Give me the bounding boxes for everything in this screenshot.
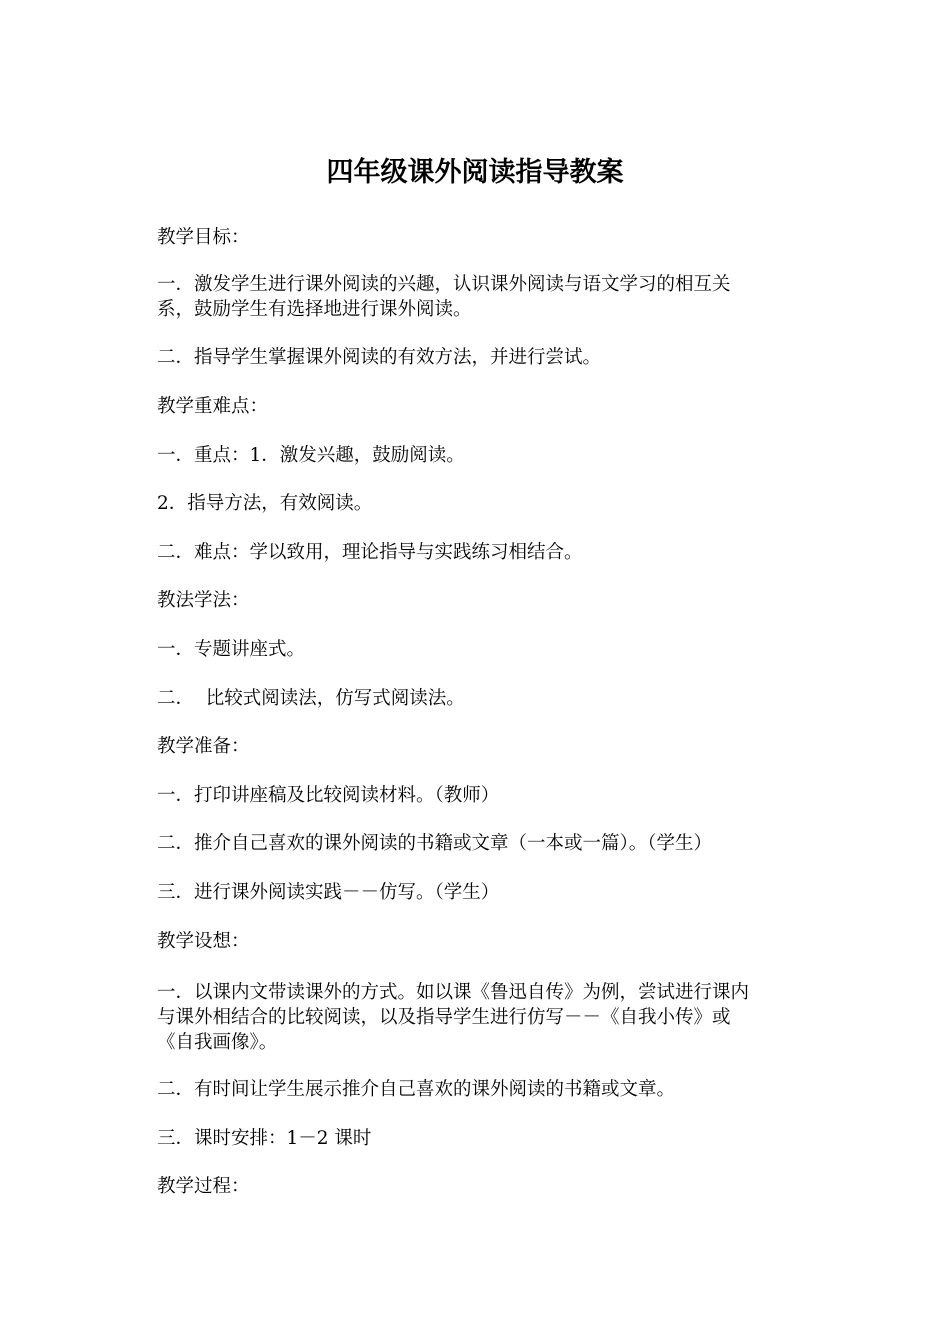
paragraph-method-1 (157, 637, 802, 662)
paragraph-methods-heading (157, 588, 802, 613)
text-line: 与课外相结合的比较阅读，以及指导学生进行仿写－－《自我小传》或 (157, 1007, 731, 1028)
paragraph-preparation-2 (157, 831, 802, 856)
text-line: 教法学法： (157, 590, 250, 611)
text-line: 三．进行课外阅读实践－－仿写。（学生） (157, 882, 500, 903)
text-line: 教学准备： (157, 736, 250, 757)
paragraph-key-point-1 (157, 443, 802, 468)
paragraph-design-2 (157, 1077, 802, 1102)
paragraph-key-point-2 (157, 491, 802, 516)
text-line: 教学过程： (157, 1176, 250, 1197)
text-line: 一．打印讲座稿及比较阅读材料。（教师） (157, 785, 500, 806)
text-line: 二．指导学生掌握课外阅读的有效方法，并进行尝试。 (157, 347, 602, 368)
text-line: 教学设想： (157, 931, 250, 952)
paragraph-preparation-1 (157, 783, 802, 808)
text-line: 系，鼓励学生有选择地进行课外阅读。 (157, 299, 472, 320)
text-line: 二．难点：学以致用，理论指导与实践练习相结合。 (157, 542, 583, 563)
text-line: 一．专题讲座式。 (157, 639, 306, 660)
paragraph-preparation-heading (157, 734, 802, 759)
text-line: 二． 比较式阅读法，仿写式阅读法。 (157, 688, 465, 709)
paragraph-design-3 (157, 1126, 802, 1151)
paragraph-goal-2 (157, 345, 802, 370)
paragraph-preparation-3 (157, 880, 802, 905)
paragraph-design-heading (157, 929, 802, 954)
text-line: 二．推介自己喜欢的课外阅读的书籍或文章（一本或一篇）。（学生） (157, 833, 713, 854)
text-line: 三．课时安排：1－2 课时 (157, 1128, 372, 1149)
paragraph-design-1 (157, 980, 802, 1055)
text-line: 一．重点：1．激发兴趣，鼓励阅读。 (157, 445, 465, 466)
paragraph-teaching-goals-heading (157, 225, 802, 250)
text-line: 2．指导方法，有效阅读。 (157, 493, 373, 514)
text-line: 一．以课内文带读课外的方式。如以课《鲁迅自传》为例，尝试进行课内 (157, 982, 750, 1003)
text-line: 《自我画像》。 (157, 1032, 278, 1053)
document-title: 四年级课外阅读指导教案 (326, 157, 624, 188)
paragraph-key-points-heading (157, 394, 802, 419)
text-line: 教学目标： (157, 227, 250, 248)
paragraph-goal-1 (157, 272, 802, 322)
text-line: 二．有时间让学生展示推介自己喜欢的课外阅读的书籍或文章。 (157, 1079, 676, 1100)
text-line: 教学重难点： (157, 396, 269, 417)
paragraph-difficult-point (157, 540, 802, 565)
paragraph-method-2 (157, 686, 802, 711)
text-line: 一．激发学生进行课外阅读的兴趣，认识课外阅读与语文学习的相互关 (157, 274, 731, 295)
paragraph-process-heading (157, 1174, 802, 1199)
